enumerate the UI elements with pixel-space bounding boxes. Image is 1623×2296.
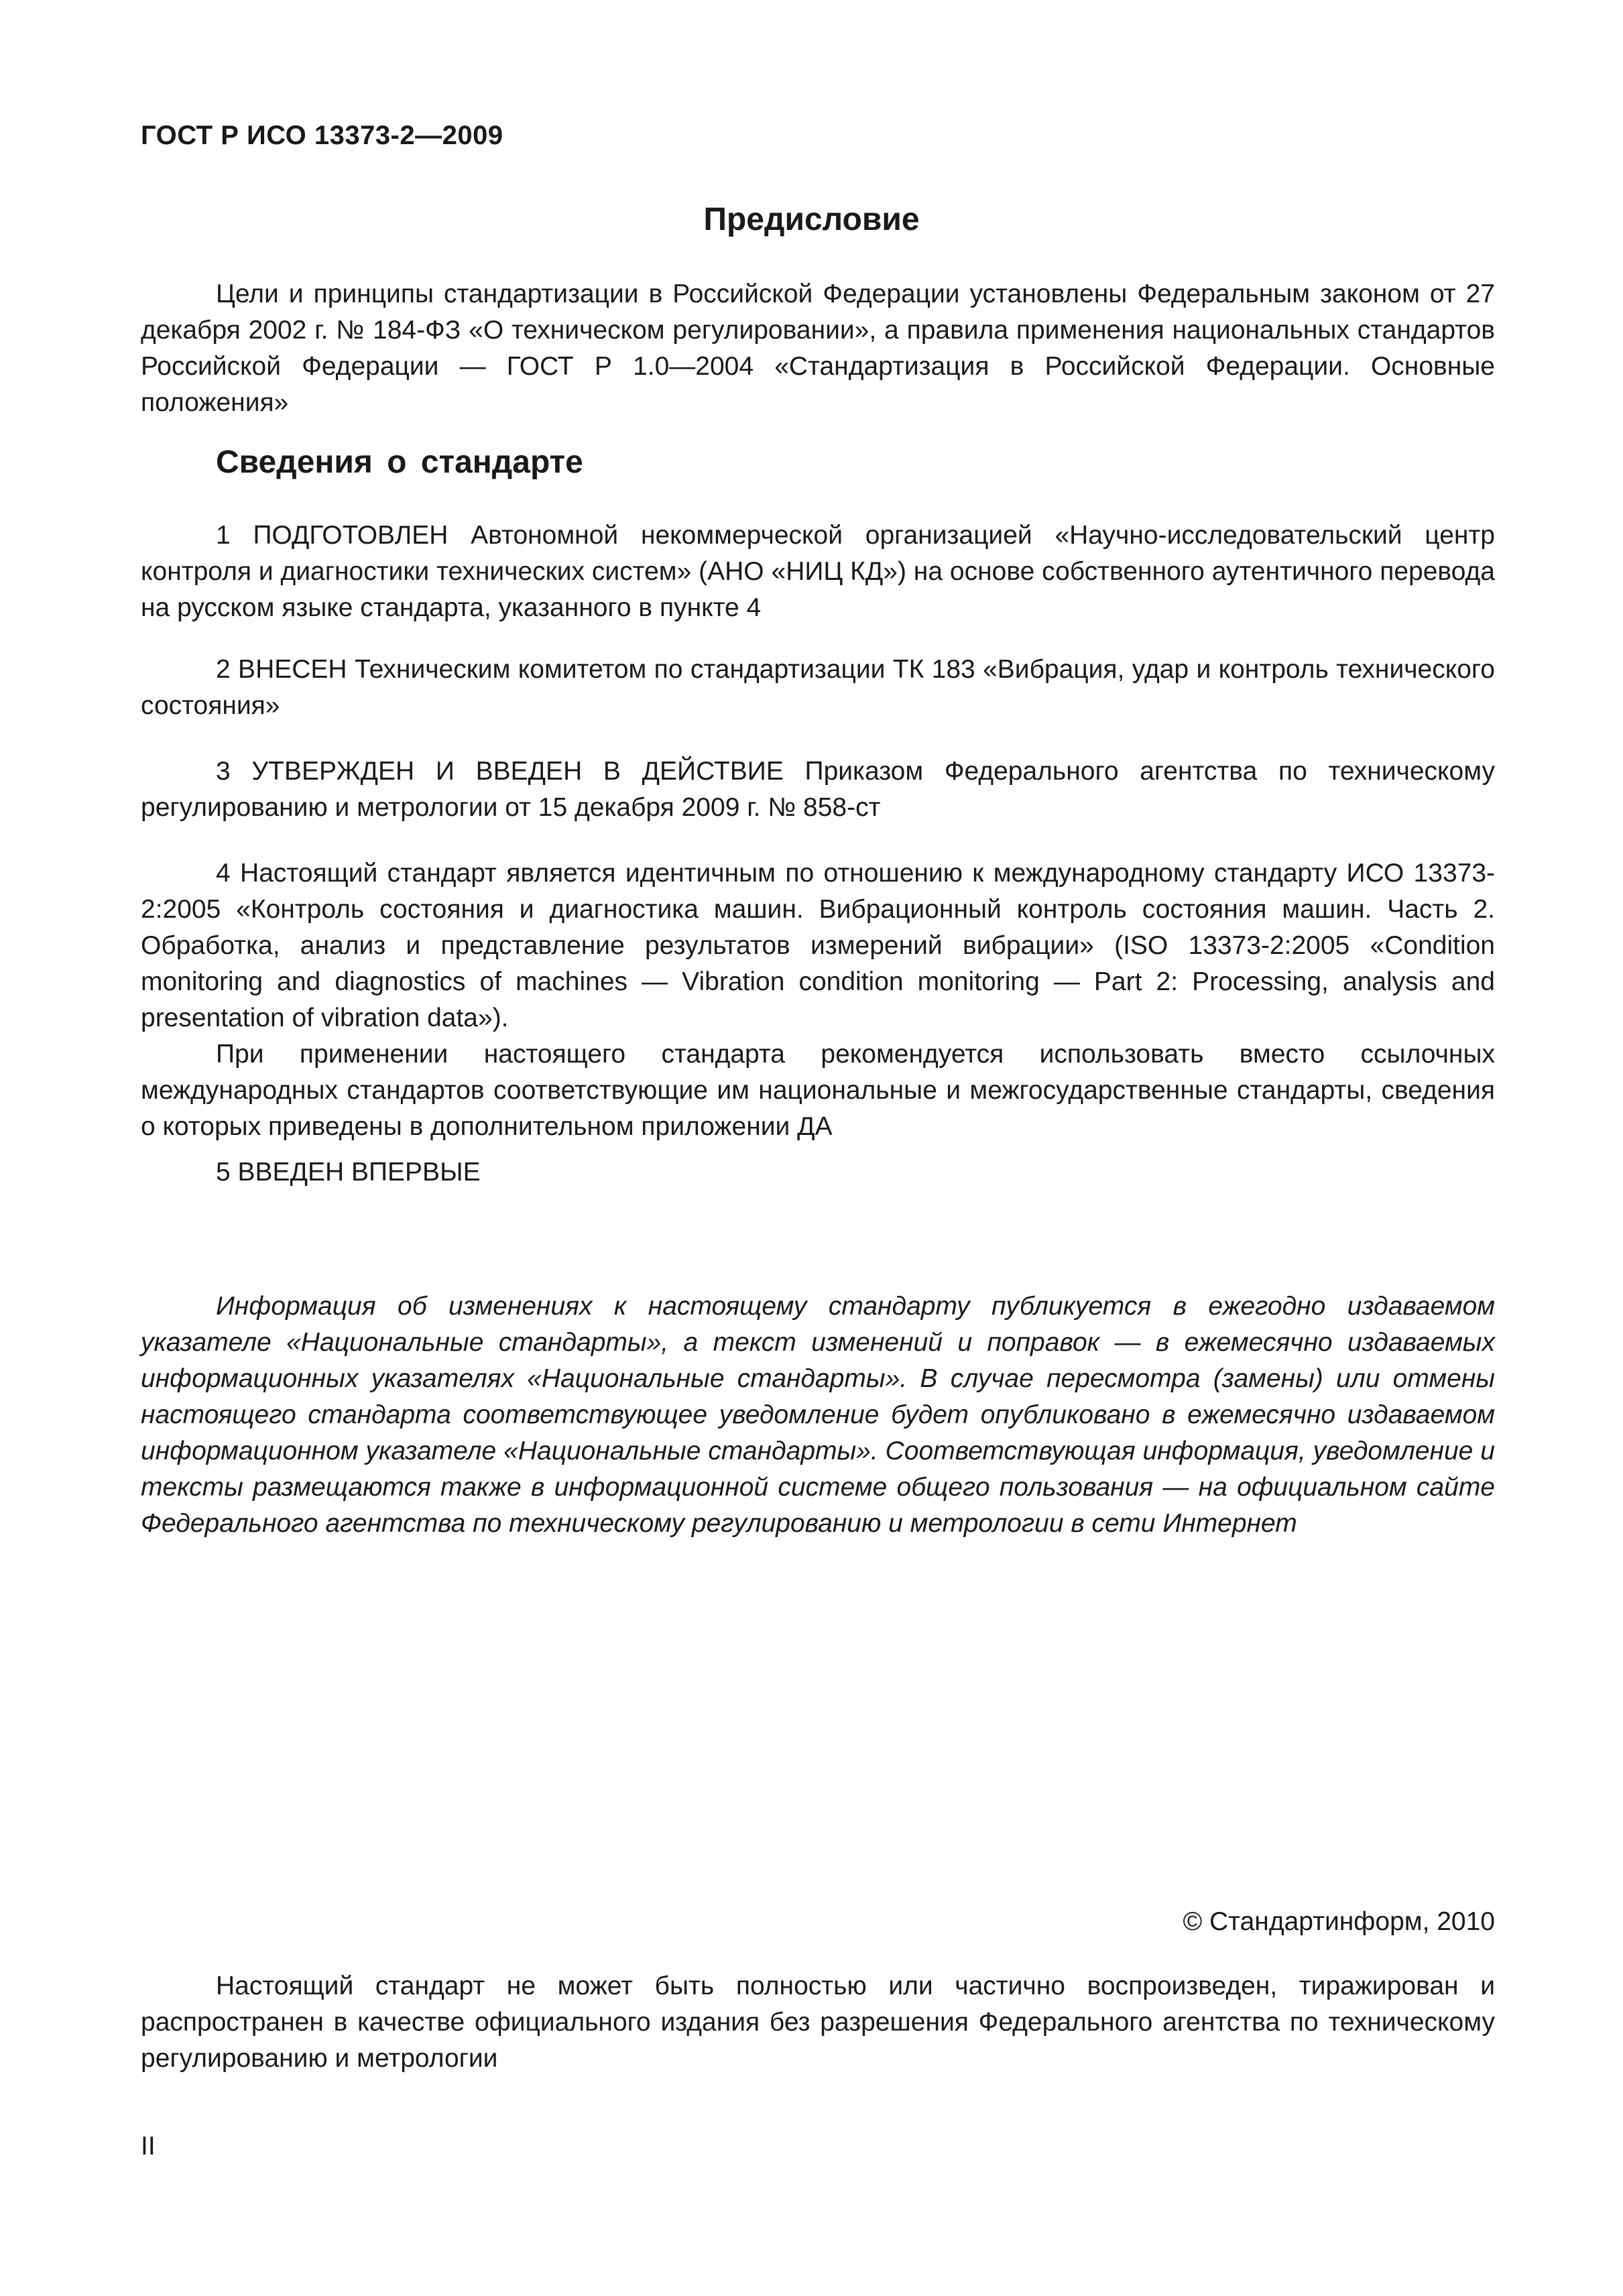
item-1-block: [141, 518, 1495, 626]
reproduction-notice-paragraph: Настоящий стандарт не может быть полностью или частично воспроизведен, тиражирован и распространен в качестве официального издания без разрешения Федерального агентства по техническому регулированию и метрологии: [141, 1972, 1495, 2073]
item-3-paragraph: 3 УТВЕРЖДЕН И ВВЕДЕН В ДЕЙСТВИЕ Приказом Федерального агентства по техническому регулированию и метрологии от 15 декабря 2009 г. № 858-ст: [141, 757, 1495, 822]
foreword-text-block: [141, 276, 1495, 421]
copyright-line: © Стандартинформ, 2010: [1183, 1907, 1495, 1936]
item-2-paragraph: 2 ВНЕСЕН Техническим комитетом по стандартизации ТК 183 «Вибрация, удар и контроль технического состояния»: [141, 655, 1495, 720]
foreword-paragraph: Цели и принципы стандартизации в Российской Федерации установлены Федеральным законом от 27 декабря 2002 г. № 184-ФЗ «О техническом регулировании», а правила применения национальных стандартов Российской Федерации — ГОСТ Р 1.0—2004 «Стандартизация в Российской Федерации. Основные положения»: [141, 280, 1495, 417]
item-5-block: [141, 1154, 1495, 1191]
foreword-title: Предисловие: [703, 202, 920, 237]
changes-notice-block: [141, 1288, 1495, 1542]
item-2-block: [141, 652, 1495, 724]
item-4-block: [141, 855, 1495, 1145]
reproduction-notice-block: [141, 1968, 1495, 2077]
about-standard-title: Сведения о стандарте: [216, 444, 583, 480]
changes-notice-paragraph: Информация об изменениях к настоящему стандарту публикуется в ежегодно издаваемом указателе «Национальные стандарты», а текст изменений и поправок — в ежемесячно издаваемых информационных указателях «Национальные стандарты». В случае пересмотра (замены) или отмены настоящего стандарта соответствующее уведомление будет опубликовано в ежемесячно издаваемом информационном указателе «Национальные стандарты». Соответствующая информация, уведомление и тексты размещаются также в информационной системе общего пользования — на официальном сайте Федерального агентства по техническому регулированию и метрологии в сети Интернет: [141, 1292, 1495, 1538]
item-4-note-paragraph: При применении настоящего стандарта рекомендуется использовать вместо ссылочных международных стандартов соответствующие им национальные и межгосударственные стандарты, сведения о которых приведены в дополнительном приложении ДА: [141, 1040, 1495, 1141]
standard-code: ГОСТ Р ИСО 13373-2—2009: [141, 121, 503, 150]
item-4-paragraph: 4 Настоящий стандарт является идентичным по отношению к международному стандарту ИСО 13373-2:2005 «Контроль состояния и диагностика машин. Вибрационный контроль состояния машин. Часть 2. Обработка, анализ и представление результатов измерений вибрации» (ISO 13373-2:2005 «Condition monitoring and diagnostics of machines — Vibration condition monitoring — Part 2: Processing, analysis and presentation of vibration data»).: [141, 859, 1495, 1032]
item-3-block: [141, 753, 1495, 826]
item-1-paragraph: 1 ПОДГОТОВЛЕН Автономной некоммерческой организацией «Научно-исследовательский центр контроля и диагностики технических систем» (АНО «НИЦ КД») на основе собственного аутентичного перевода на русском языке стандарта, указанного в пункте 4: [141, 521, 1495, 622]
page-number: II: [141, 2132, 156, 2161]
item-5-paragraph: 5 ВВЕДЕН ВПЕРВЫЕ: [216, 1158, 481, 1187]
